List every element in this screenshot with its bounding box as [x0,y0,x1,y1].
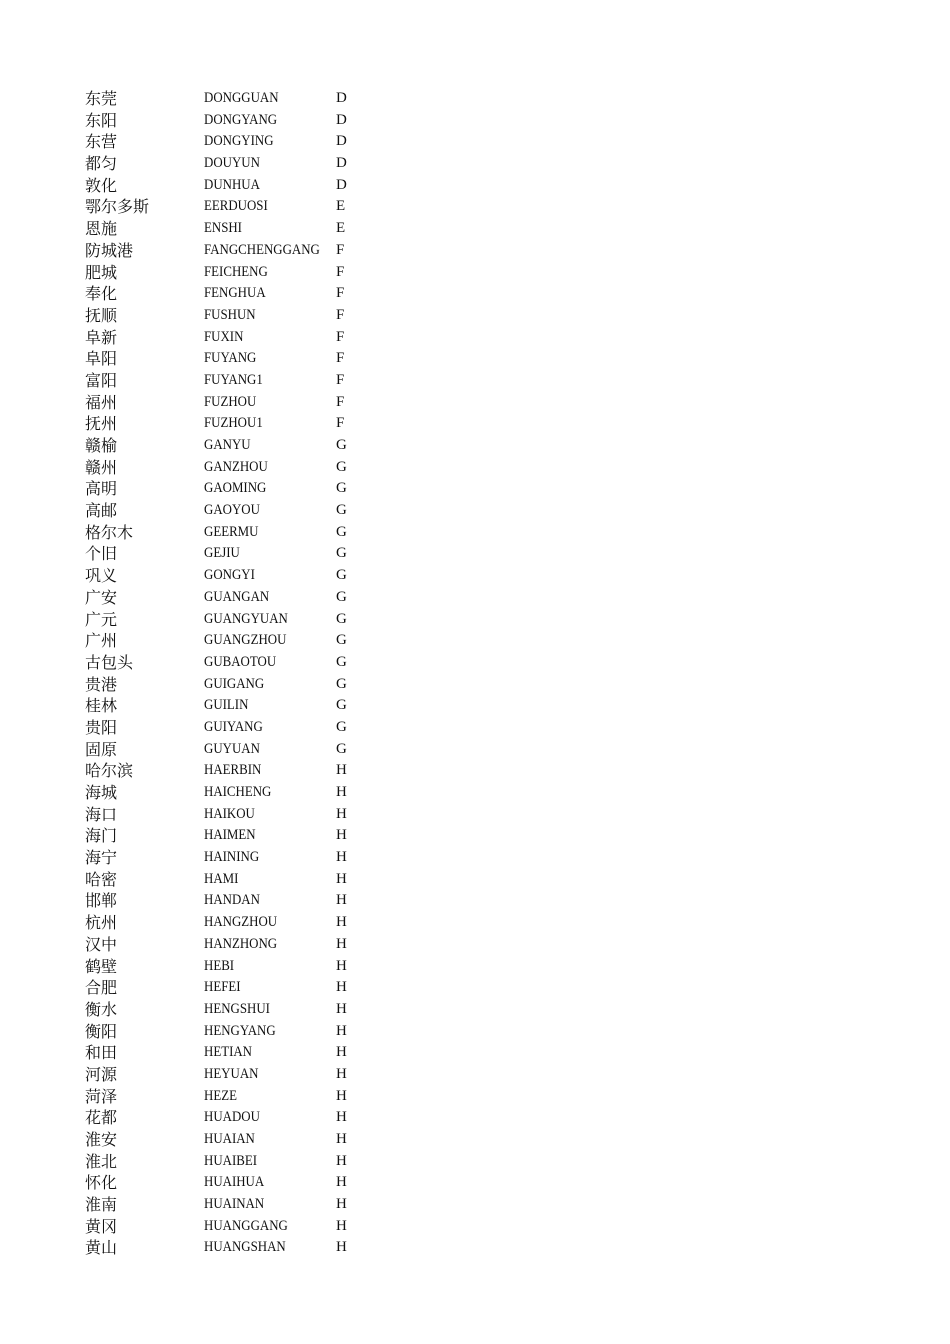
city-pinyin: DONGYING [204,133,274,150]
city-initial-letter: F [336,371,345,388]
city-initial-letter: H [336,1239,347,1256]
city-name: 哈密 [85,869,118,889]
city-name: 广州 [85,631,118,651]
city-row [0,890,950,912]
city-initial-letter: H [336,1087,347,1104]
city-row [0,196,950,218]
city-row [0,825,950,847]
city-name: 海宁 [85,848,118,868]
city-name: 广元 [85,609,118,629]
city-pinyin: HENGYANG [204,1022,276,1039]
city-name: 敦化 [85,175,118,195]
city-name: 奉化 [85,284,118,304]
city-pinyin: GUILIN [204,697,249,714]
city-row [0,760,950,782]
city-pinyin: FUZHOU [204,393,257,410]
city-row [0,543,950,565]
city-initial-letter: D [336,133,347,150]
city-pinyin: HAIKOU [204,805,255,822]
city-row [0,674,950,696]
city-row [0,782,950,804]
city-pinyin: HUAIAN [204,1131,255,1147]
city-name: 东莞 [85,89,118,108]
city-name: 东营 [85,132,118,152]
city-name: 古包头 [85,652,134,672]
city-initial-letter: H [336,849,347,866]
city-row [0,478,950,500]
city-pinyin: FUYANG [204,350,257,367]
city-pinyin: FANGCHENGGANG [204,241,320,258]
city-row [0,847,950,869]
city-row [0,804,950,826]
city-name: 鄂尔多斯 [85,197,150,217]
city-initial-letter: G [336,653,347,670]
city-initial-letter: G [336,632,347,649]
city-name: 合肥 [85,978,118,998]
city-initial-letter: G [336,740,347,757]
city-initial-letter: G [336,567,347,584]
city-row [0,695,950,717]
city-row [0,283,950,305]
city-pinyin: HAICHENG [204,784,272,800]
city-row [0,1172,950,1194]
city-row [0,565,950,587]
city-initial-letter: G [336,697,347,714]
city-row [0,110,950,132]
city-name: 赣榆 [85,436,118,455]
city-initial-letter: G [336,523,347,540]
city-name: 巩义 [85,566,118,586]
city-initial-letter: G [336,502,347,519]
city-pinyin: GUANGZHOU [204,632,287,649]
city-name: 淮南 [85,1195,118,1215]
city-row [0,1064,950,1086]
city-pinyin: HAIMEN [204,827,256,844]
city-pinyin: HANGZHOU [204,914,278,931]
city-row [0,457,950,479]
city-initial-letter: H [336,1152,347,1169]
city-row [0,717,950,739]
city-initial-letter: H [336,805,347,822]
city-initial-letter: G [336,610,347,627]
city-name: 贵阳 [85,717,118,737]
city-row [0,392,950,414]
city-pinyin: EERDUOSI [204,198,268,215]
city-name: 防城港 [85,240,134,260]
city-pinyin: GONGYI [204,567,255,584]
city-pinyin: DOUYUN [204,155,260,172]
city-initial-letter: H [336,1022,347,1039]
city-pinyin: GAOMING [204,480,267,497]
city-row [0,630,950,652]
city-row [0,739,950,761]
city-initial-letter: G [336,480,347,497]
city-name: 个旧 [85,544,118,564]
city-row [0,370,950,392]
city-initial-letter: H [336,1174,347,1191]
city-row [0,1216,950,1238]
city-row [0,1237,950,1259]
city-initial-letter: F [336,285,345,302]
city-pinyin: HEZE [204,1087,237,1104]
city-initial-letter: H [336,1044,347,1061]
city-pinyin: DONGYANG [204,111,278,128]
city-row [0,435,950,457]
city-pinyin: HUADOU [204,1109,260,1126]
city-initial-letter: D [336,111,347,128]
city-pinyin: HEBI [204,957,235,974]
city-pinyin: HUANGSHAN [204,1239,286,1256]
city-row [0,1151,950,1173]
city-row [0,240,950,262]
city-name: 高明 [85,479,118,499]
city-name: 哈尔滨 [85,761,134,781]
city-name: 衡阳 [85,1021,118,1041]
city-name: 格尔木 [85,522,134,542]
city-pinyin: GEJIU [204,545,240,562]
city-name: 抚顺 [85,305,118,325]
city-initial-letter: F [336,415,345,432]
city-initial-letter: G [336,675,347,692]
city-initial-letter: D [336,155,347,172]
city-name: 花都 [85,1108,118,1128]
city-pinyin: HAMI [204,870,239,887]
city-list-sheet [0,88,950,1259]
city-initial-letter: F [336,306,345,323]
city-initial-letter: H [336,762,347,779]
city-pinyin: FUSHUN [204,306,256,323]
city-name: 阜新 [85,327,118,347]
city-initial-letter: D [336,90,347,106]
city-initial-letter: F [336,241,345,258]
city-row [0,1021,950,1043]
city-name: 邯郸 [85,891,118,911]
city-name: 怀化 [85,1173,118,1193]
city-name: 桂林 [85,696,118,716]
city-initial-letter: H [336,1065,347,1082]
city-initial-letter: G [336,458,347,475]
city-pinyin: GUYUAN [204,740,260,757]
city-pinyin: FENGHUA [204,285,266,302]
city-initial-letter: H [336,784,347,800]
city-pinyin: GUANGAN [204,588,270,605]
city-row [0,522,950,544]
city-initial-letter: H [336,1217,347,1234]
city-name: 衡水 [85,999,118,1019]
city-name: 贵港 [85,674,118,694]
city-initial-letter: H [336,1109,347,1126]
city-pinyin: HAINING [204,849,260,866]
city-row [0,131,950,153]
city-pinyin: HUANGGANG [204,1217,288,1234]
city-row [0,305,950,327]
city-name: 阜阳 [85,349,118,369]
city-initial-letter: H [336,827,347,844]
city-row [0,652,950,674]
city-initial-letter: F [336,328,345,345]
city-initial-letter: D [336,176,347,193]
city-name: 肥城 [85,262,118,282]
city-pinyin: GUBAOTOU [204,653,277,670]
city-initial-letter: F [336,350,345,367]
city-initial-letter: H [336,870,347,887]
city-row [0,175,950,197]
city-name: 和田 [85,1043,118,1063]
city-row [0,327,950,349]
city-name: 杭州 [85,913,118,933]
city-name: 东阳 [85,110,118,130]
city-row [0,1194,950,1216]
city-name: 固原 [85,739,118,759]
city-pinyin: FEICHENG [204,263,268,280]
city-row [0,956,950,978]
city-row [0,413,950,435]
city-name: 黄冈 [85,1216,118,1236]
city-name: 河源 [85,1064,118,1084]
city-initial-letter: H [336,914,347,931]
city-name: 菏泽 [85,1086,118,1106]
city-initial-letter: G [336,437,347,453]
city-pinyin: GUIYANG [204,718,263,735]
city-pinyin: HANDAN [204,892,260,909]
city-pinyin: HETIAN [204,1044,253,1061]
city-name: 高邮 [85,501,118,521]
city-row [0,348,950,370]
city-name: 福州 [85,392,118,412]
city-pinyin: HUAIBEI [204,1152,258,1169]
city-name: 黄山 [85,1238,118,1258]
city-row [0,869,950,891]
city-name: 抚州 [85,414,118,434]
city-row [0,88,950,110]
city-initial-letter: H [336,979,347,996]
city-row [0,153,950,175]
city-initial-letter: E [336,220,346,237]
city-row [0,1086,950,1108]
city-row [0,1129,950,1151]
city-pinyin: DUNHUA [204,176,260,193]
city-name: 恩施 [85,219,118,239]
city-row [0,934,950,956]
city-row [0,218,950,240]
city-name: 汉中 [85,934,118,954]
city-pinyin: HEFEI [204,979,241,996]
city-row [0,609,950,631]
city-initial-letter: G [336,588,347,605]
city-pinyin: HENGSHUI [204,1000,270,1017]
city-pinyin: GAOYOU [204,502,260,519]
city-name: 赣州 [85,457,118,477]
city-row [0,262,950,284]
city-initial-letter: G [336,545,347,562]
city-initial-letter: H [336,957,347,974]
city-pinyin: ENSHI [204,220,242,237]
city-row [0,1042,950,1064]
city-pinyin: HAERBIN [204,762,262,779]
city-row [0,999,950,1021]
city-initial-letter: F [336,393,345,410]
city-initial-letter: H [336,892,347,909]
city-pinyin: GUANGYUAN [204,610,288,627]
city-pinyin: HEYUAN [204,1065,259,1082]
city-row [0,977,950,999]
city-pinyin: GUIGANG [204,675,265,692]
city-pinyin: HANZHONG [204,935,278,952]
city-name: 海门 [85,826,118,846]
city-pinyin: DONGGUAN [204,90,279,106]
city-name: 都匀 [85,154,118,174]
city-initial-letter: H [336,1196,347,1213]
city-name: 淮北 [85,1151,118,1171]
city-initial-letter: H [336,1131,347,1147]
city-initial-letter: H [336,1000,347,1017]
city-initial-letter: G [336,718,347,735]
city-initial-letter: H [336,935,347,952]
city-pinyin: FUYANG1 [204,371,263,388]
city-initial-letter: F [336,263,345,280]
city-name: 海城 [85,783,118,802]
city-pinyin: GANYU [204,437,251,453]
city-name: 淮安 [85,1130,118,1149]
city-row [0,912,950,934]
city-initial-letter: E [336,198,346,215]
city-name: 广安 [85,587,118,607]
city-pinyin: GEERMU [204,523,259,540]
city-name: 海口 [85,804,118,824]
city-pinyin: GANZHOU [204,458,268,475]
city-row [0,1107,950,1129]
city-pinyin: HUAINAN [204,1196,265,1213]
city-pinyin: HUAIHUA [204,1174,265,1191]
city-name: 富阳 [85,370,118,390]
city-row [0,500,950,522]
city-name: 鹤壁 [85,956,118,976]
city-pinyin: FUZHOU1 [204,415,263,432]
city-row [0,587,950,609]
city-pinyin: FUXIN [204,328,244,345]
